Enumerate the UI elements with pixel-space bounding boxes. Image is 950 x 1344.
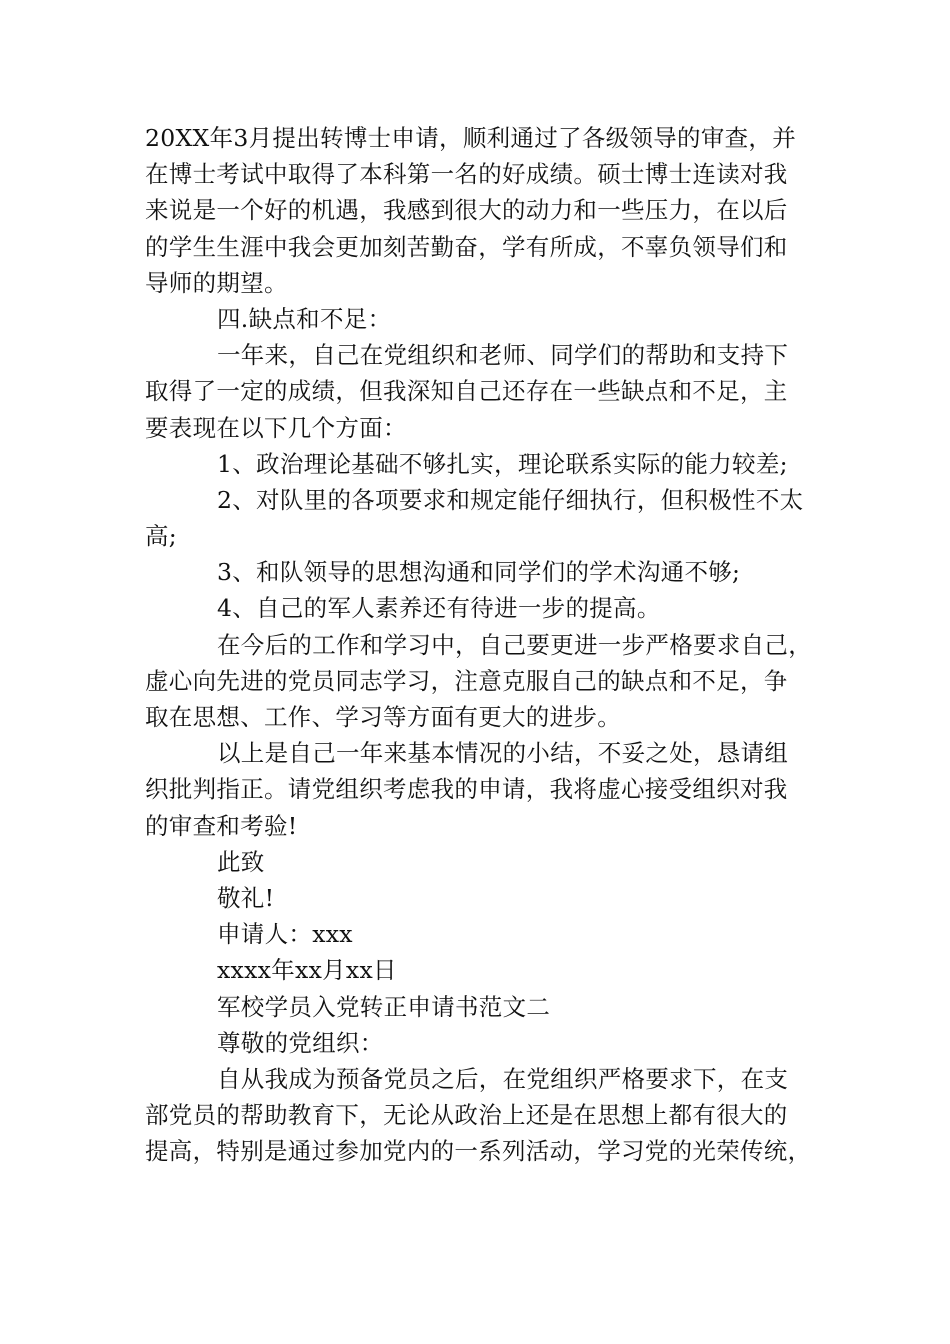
section-title-sample-two: 军校学员入党转正申请书范文二 <box>217 992 551 1021</box>
text-line-3: 来说是一个好的机遇，我感到很大的动力和一些压力，在以后 <box>145 196 788 225</box>
text-line-2: 在博士考试中取得了本科第一名的好成绩。硕士博士连读对我 <box>145 160 788 189</box>
text-line-8: 取得了一定的成绩，但我深知自己还存在一些缺点和不足，主 <box>145 377 788 406</box>
applicant-date: xxxx年xx月xx日 <box>217 956 397 985</box>
text-line-7: 一年来，自己在党组织和老师、同学们的帮助和支持下 <box>217 341 789 370</box>
section-heading-shortcomings: 四.缺点和不足： <box>217 304 392 333</box>
applicant-name: 申请人：xxx <box>217 920 353 949</box>
text-line-19: 织批判指正。请党组织考虑我的申请，我将虚心接受组织对我 <box>145 775 788 804</box>
list-item-3: 3、和队领导的思想沟通和同学们的学术沟通不够; <box>217 558 741 587</box>
text-line-27: 自从我成为预备党员之后，在党组织严格要求下，在支 <box>217 1064 789 1093</box>
text-line-28: 部党员的帮助教育下，无论从政治上还是在思想上都有很大的 <box>145 1101 788 1130</box>
text-line-17: 取在思想、工作、学习等方面有更大的进步。 <box>145 703 621 731</box>
list-item-2: 2、对队里的各项要求和规定能仔细执行，但积极性不太 <box>217 485 804 514</box>
text-line-16: 虚心向先进的党员同志学习，注意克服自己的缺点和不足，争 <box>145 666 788 695</box>
list-item-2-cont: 高; <box>145 522 178 551</box>
closing-salutation: 此致 <box>217 847 265 876</box>
text-line-15: 在今后的工作和学习中，自己要更进一步严格要求自己， <box>217 630 812 659</box>
text-line-5: 导师的期望。 <box>145 268 288 297</box>
list-item-4: 4、自己的军人素养还有待进一步的提高。 <box>217 594 661 623</box>
text-line-1: 20XX年3月提出转博士申请，顺利通过了各级领导的审查，并 <box>145 124 797 152</box>
text-line-29: 提高，特别是通过参加党内的一系列活动，学习党的光荣传统， <box>145 1137 812 1166</box>
text-line-20: 的审查和考验! <box>145 811 298 840</box>
list-item-1: 1、政治理论基础不够扎实，理论联系实际的能力较差; <box>217 449 788 478</box>
document-page <box>145 120 812 1169</box>
greeting: 尊敬的党组织： <box>217 1028 384 1057</box>
text-line-9: 要表现在以下几个方面： <box>145 413 407 442</box>
closing-regards: 敬礼! <box>217 883 275 912</box>
text-line-4: 的学生生涯中我会更加刻苦勤奋，学有所成，不辜负领导们和 <box>145 232 788 261</box>
text-line-18: 以上是自己一年来基本情况的小结，不妥之处，恳请组 <box>217 739 789 768</box>
